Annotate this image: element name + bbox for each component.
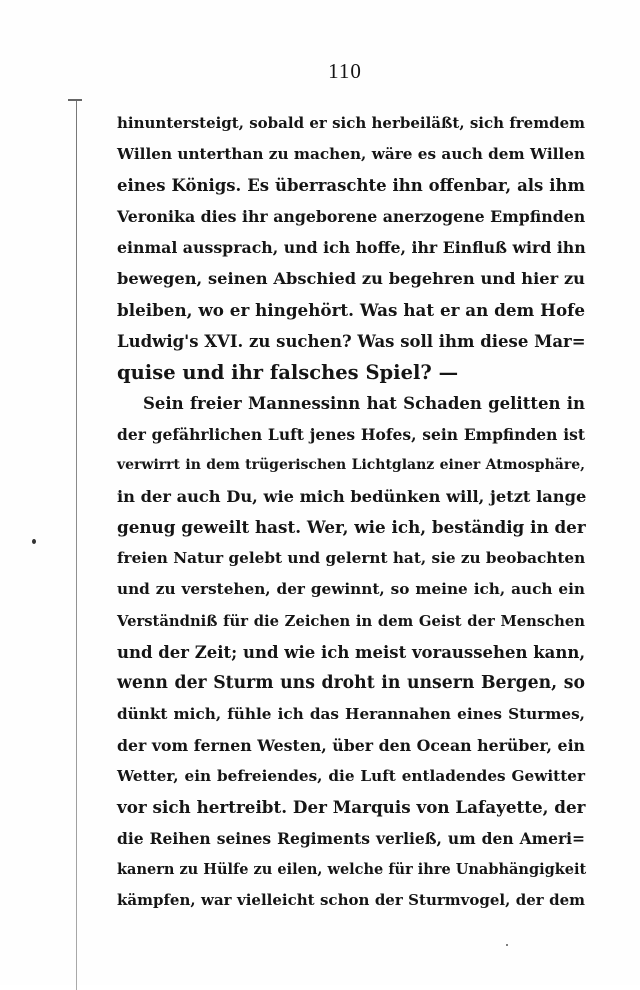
body-text — [117, 108, 585, 916]
text-line: der vom fernen Westen, über den Ocean herüber, ein — [117, 735, 585, 755]
text-line: Verständniß für die Zeichen in dem Geist der Menschen — [117, 612, 585, 630]
margin-rule — [76, 100, 77, 990]
text-line: Willen unterthan zu machen, wäre es auch dem Willen — [117, 145, 585, 164]
text-line: kanern zu Hülfe zu eilen, welche für ihre Unabhängigkeit — [117, 861, 587, 879]
text-line: und zu verstehen, der gewinnt, so meine ich, auch ein — [117, 580, 585, 599]
text-line: in der auch Du, wie mich bedünken will, jetzt lange — [117, 487, 587, 507]
text-line: vor sich hertreibt. Der Marquis von Lafayette, der — [117, 797, 586, 818]
text-line: und der Zeit; und wie ich meist voraussehen kann, — [117, 642, 586, 662]
ink-speck — [506, 944, 508, 946]
text-line: Sein freier Mannessinn hat Schaden gelitten in — [143, 393, 585, 413]
text-line: Veronika dies ihr angeborene anerzogene Empfinden — [117, 207, 586, 227]
page-number: 110 — [328, 59, 362, 83]
text-line: bewegen, seinen Abschied zu begehren und hier zu — [117, 269, 585, 289]
text-line: freien Natur gelebt und gelernt hat, sie zu beobachten — [117, 549, 586, 568]
text-line: quise und ihr falsches Spiel? — — [117, 360, 459, 384]
text-line: bleiben, wo er hingehört. Was hat er an dem Hofe — [117, 299, 585, 320]
text-line: Wetter, ein befreiendes, die Luft entladendes Gewitter — [117, 766, 585, 785]
text-line: kämpfen, war vielleicht schon der Sturmvogel, der dem — [117, 891, 585, 910]
text-line: dünkt mich, fühle ich das Herannahen eines Sturmes, — [117, 704, 585, 723]
text-line: der gefährlichen Luft jenes Hofes, sein Empfinden ist — [117, 424, 585, 444]
margin-tick — [68, 99, 82, 101]
text-line: einmal aussprach, und ich hoffe, ihr Einfluß wird ihn — [117, 238, 586, 258]
text-line: die Reihen seines Regiments verließ, um den Ameri= — [117, 829, 585, 849]
text-line: wenn der Sturm uns droht in unsern Bergen, so — [117, 672, 585, 693]
ink-speck — [32, 539, 36, 544]
text-line: eines Königs. Es überraschte ihn offenbar, als ihm — [117, 176, 585, 196]
text-line: Ludwig's XVI. zu suchen? Was soll ihm diese Mar= — [117, 331, 586, 351]
text-line: genug geweilt hast. Wer, wie ich, beständig in der — [117, 517, 586, 538]
text-line: verwirrt in dem trügerischen Lichtglanz einer Atmosphäre, — [117, 457, 585, 474]
text-line: hinuntersteigt, sobald er sich herbeiläßt, sich fremdem — [117, 114, 585, 132]
